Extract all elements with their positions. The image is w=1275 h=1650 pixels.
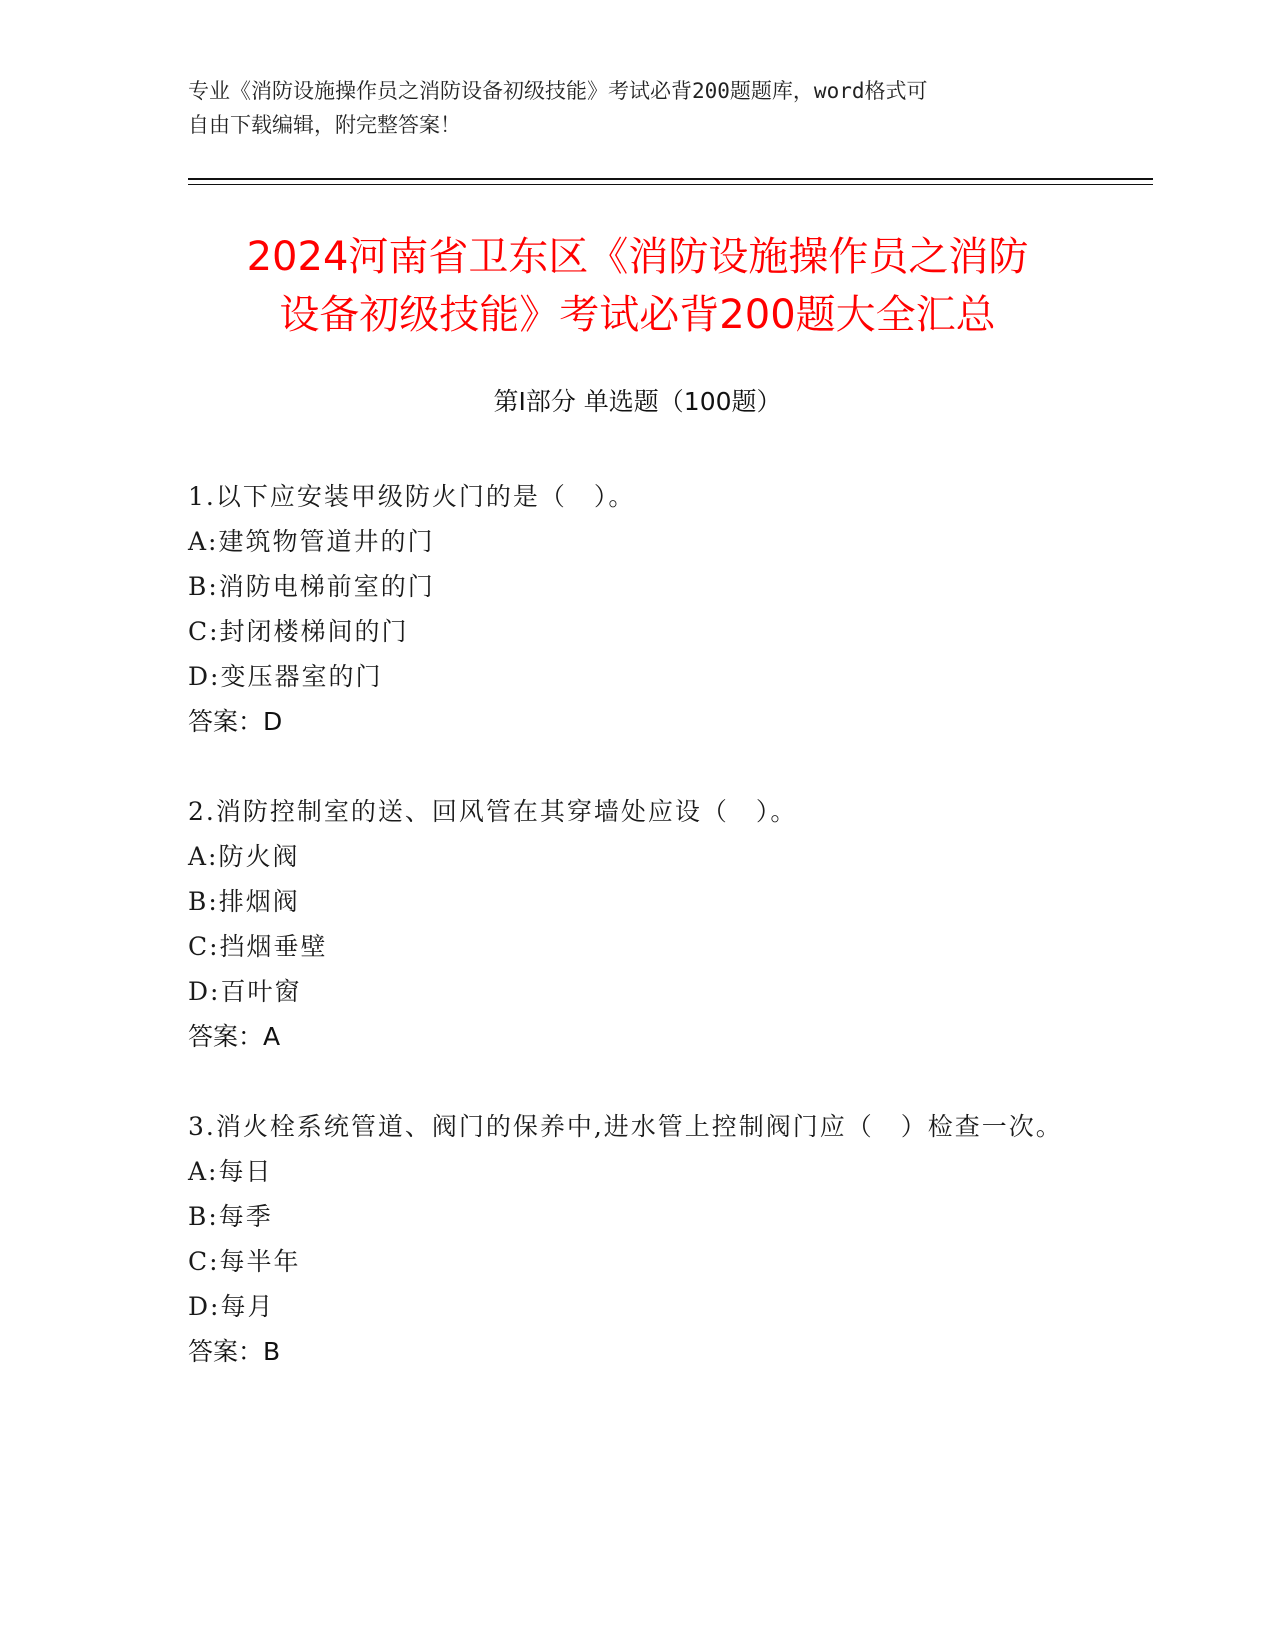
option-a: A:防火阀	[188, 842, 300, 871]
option-d: D:每月	[188, 1292, 275, 1321]
option-b: B:消防电梯前室的门	[188, 572, 435, 601]
option-a: A:每日	[188, 1157, 273, 1186]
document-title-line-2: 设备初级技能》考试必背200题大全汇总	[279, 292, 996, 338]
question-list	[188, 474, 1088, 1419]
question-1	[188, 474, 1088, 744]
option-c: C:每半年	[188, 1247, 301, 1276]
header-note-line-1: 专业《消防设施操作员之消防设备初级技能》考试必背200题题库，word格式可	[188, 79, 928, 103]
option-b: B:排烟阀	[188, 887, 300, 916]
document-title-line-1: 2024河南省卫东区《消防设施操作员之消防	[246, 234, 1029, 280]
answer-line: 答案：D	[188, 707, 283, 736]
section-heading: 第Ⅰ部分 单选题（100题）	[493, 387, 782, 416]
question-2	[188, 789, 1088, 1059]
document-title	[0, 228, 1275, 344]
question-stem: 2.消防控制室的送、回风管在其穿墙处应设（ ）。	[188, 797, 798, 826]
question-stem: 3.消火栓系统管道、阀门的保养中,进水管上控制阀门应（ ）检查一次。	[188, 1112, 1063, 1141]
option-c: C:封闭楼梯间的门	[188, 617, 409, 646]
option-d: D:变压器室的门	[188, 662, 383, 691]
option-c: C:挡烟垂壁	[188, 932, 328, 961]
answer-line: 答案：A	[188, 1022, 281, 1051]
question-3	[188, 1104, 1088, 1374]
option-b: B:每季	[188, 1202, 273, 1231]
header-note-line-2: 自由下载编辑，附完整答案！	[188, 113, 461, 137]
answer-line: 答案：B	[188, 1337, 281, 1366]
header-divider-thin	[188, 184, 1153, 185]
option-a: A:建筑物管道井的门	[188, 527, 435, 556]
header-note	[188, 74, 1088, 142]
option-d: D:百叶窗	[188, 977, 302, 1006]
header-divider-thick	[188, 178, 1153, 180]
question-stem: 1.以下应安装甲级防火门的是（ ）。	[188, 482, 636, 511]
